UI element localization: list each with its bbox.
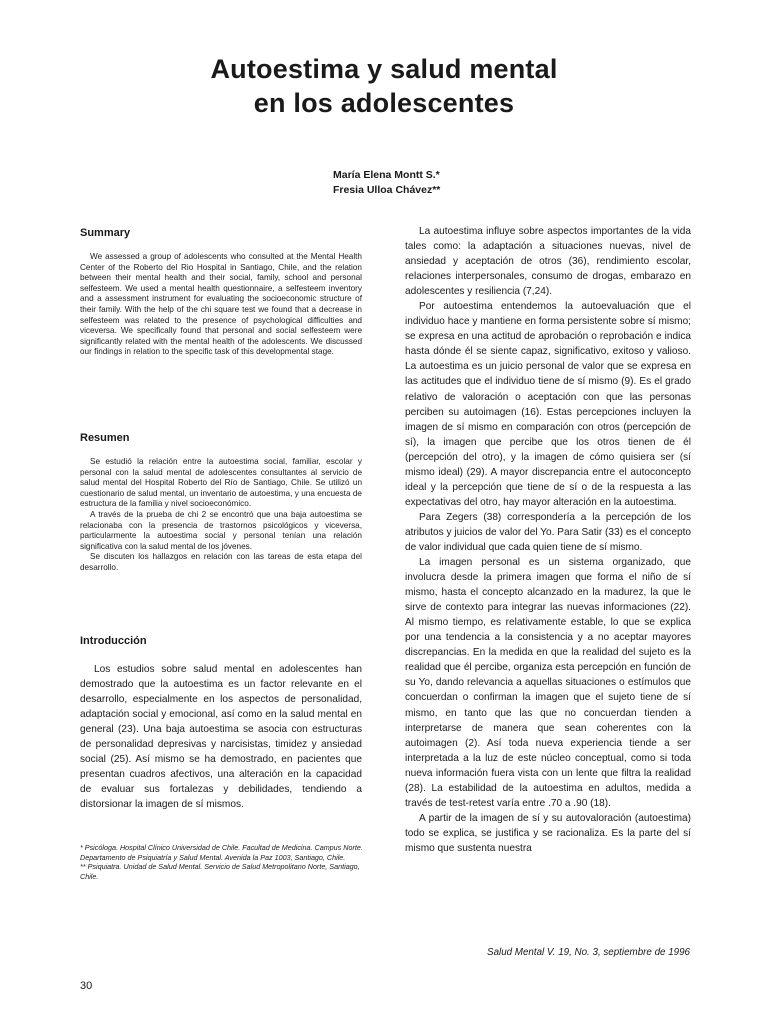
page-number: 30 <box>80 980 93 992</box>
introduccion-heading: Introducción <box>80 635 147 647</box>
footnotes <box>80 843 370 881</box>
body-paragraph-3: Para Zegers (38) correspondería a la percepción de los atributos y juicios de valor del Yo. Para Satir (33) es el concepto de valor individual que cada quien tiene de sí mismo. <box>405 511 691 553</box>
journal-footer: Salud Mental V. 19, No. 3, septiembre de 1996 <box>487 947 690 958</box>
body-paragraph-2: Por autoestima entendemos la autoevaluación que el individuo hace y mantiene en forma persistente sobre sí mismo; se expresa en una actitud de aprobación o reprobación e indica hasta dónde él se siente capaz, significativo, exitoso y valioso. La autoestima es un juicio personal de valor que se expresa en las actitudes que el individuo tiene de sí mismo (9). Es el grado relativo de valoración o aceptación con que las personas perciben su autoimagen (16). Estas percepciones incluyen la imagen de sí mismo en comparación con otros (percepción de sí), la imagen que percibe que los otros tienen de él (percepción del otro), y la imagen de cómo quisiera ser (sí mismo ideal) (29). A mayor discrepancia entre el autoconcepto ideal y la percepción que tiene de sí o de la respuesta a las expectativas del otro, hay mayor alteración en la autoestima. <box>405 301 691 508</box>
title-line-2: en los adolescentes <box>253 88 515 118</box>
body-paragraph-4: La imagen personal es un sistema organizado, que involucra desde la primera imagen que forma el niño de sí mismo, hasta el concepto alcanzado en la madurez, la que le sirve de contexto para integrar las nuevas informaciones (22). Al mismo tiempo, es relativamente estable, lo que se explica por una tendencia a la consistencia y a no aceptar mayores discrepancias. En la medida en que la realidad del sujeto es la realidad que él percibe, organiza esta percepción en función de su Yo, dando relevancia a aquellas situaciones o estímulos que concuerdan o confirman la imagen que el sujeto tiene de sí mismo, en tanto que las que no concuerdan tienden a interpretarse de manera que sean coherentes con la autoimagen (2). Así toda nueva experiencia tiende a ser interpretada a la luz de este núcleo conceptual, como si toda nueva información fuera vista con un lente que filtra la realidad (28). La estabilidad de la autoestima en adultos, medida a través de test-retest varía entre .70 a .90 (18). <box>405 557 691 809</box>
author-2: Fresia Ulloa Chávez** <box>333 184 441 196</box>
author-block <box>333 168 440 198</box>
resumen-paragraph-3: Se discuten los hallazgos en relación con las tareas de esta etapa del desarrollo. <box>80 552 362 572</box>
body-paragraph-5: A partir de la imagen de sí y su autovaloración (autoestima) todo se explica, se justifica y se racionaliza. Es la parte del sí mismo que sustenta nuestra <box>405 812 691 854</box>
resumen-heading: Resumen <box>80 432 130 444</box>
introduccion-paragraph-1: Los estudios sobre salud mental en adolescentes han demostrado que la autoestima es un factor relevante en el desarrollo, especialmente en los aspectos de personalidad, adaptación social y emocional, así como en la salud mental en general (23). Una baja autoestima se asocia con estructuras de personalidad depresivas y narcisistas, timidez y ansiedad social (25). Así mismo se ha demostrado, en pacientes que presentan cuadros afectivos, una alteración en la capacidad de evaluar sus fortalezas y debilidades, tendiendo a distorsionar la imagen de sí mismos. <box>80 664 362 811</box>
summary-text: We assessed a group of adolescents who consulted at the Mental Health Center of the Roberto del Rio Hospital in Santiago, Chile, and the relation between their mental health and their social, family, school and personal selfesteem. We used a mental health questionnaire, a selfesteem inventory and a assessment instrument for evaluating the socioeconomic structure of their family. With the help of the chi square test we found that a decrease in selfesteem was related to the presence of psychological difficulties and viceversa. We specifically found that personal and social selfesteem were significantly related with the mental health of the adolescents. We discussed our findings in relation to the specific task of this developmental stage. <box>80 252 362 357</box>
author-1: María Elena Montt S.* <box>333 169 440 181</box>
title-line-1: Autoestima y salud mental <box>210 54 558 84</box>
summary-section <box>80 226 362 358</box>
right-column <box>405 224 691 856</box>
summary-heading: Summary <box>80 227 131 239</box>
introduccion-section <box>80 634 362 812</box>
resumen-paragraph-2: A través de la prueba de chi 2 se encontró que una baja autoestima se relacionaba con la presencia de trastornos psicológicos y viceversa, particularmente la autoestima social y personal tenían una relación significativa con la salud mental de los jóvenes. <box>80 509 362 551</box>
article-title <box>0 52 768 120</box>
resumen-section <box>80 431 362 574</box>
resumen-paragraph-1: Se estudió la relación entre la autoestima social, familiar, escolar y personal con la salud mental de adolescentes consultantes al servicio de salud mental del Hospital Roberto del Río de Santiago, Chile. Se utilizó un cuestionario de salud mental, un inventario de autoestima, y una encuesta de estructura de la familia y nivel socioeconómico. <box>80 457 362 509</box>
footnote-1: * Psicóloga. Hospital Clínico Universidad de Chile. Facultad de Medicina. Campus Norte. Departamento de Psiquiatría y Salud Mental. Avenida la Paz 1003, Santiago, Chile. <box>80 843 363 862</box>
footnote-2: ** Psiquiatra. Unidad de Salud Mental. Servicio de Salud Metropolitano Norte, Santiago, Chile. <box>80 862 360 881</box>
body-paragraph-1: La autoestima influye sobre aspectos importantes de la vida tales como: la adaptación a situaciones nuevas, nivel de ansiedad y aceptación de otros (36), rendimiento escolar, relaciones interpersonales, consumo de drogas, embarazo en adolescentes y resiliencia (7,24). <box>405 226 691 298</box>
